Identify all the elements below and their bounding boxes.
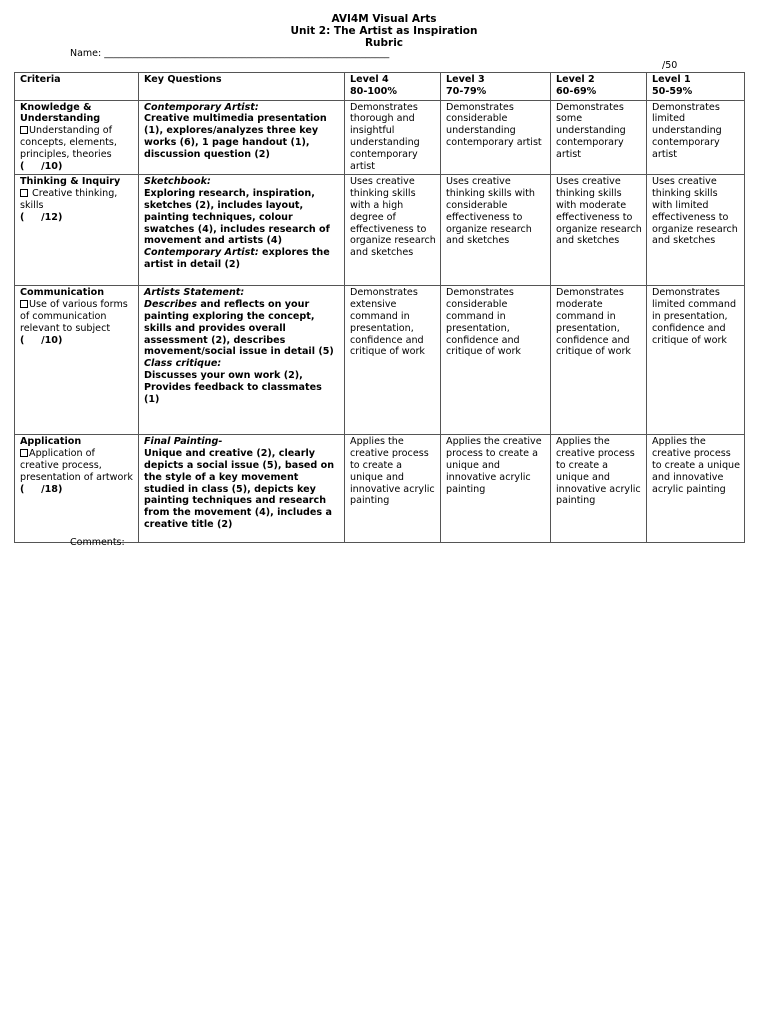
level-4-cell: Uses creative thinking skills with a high degree of effectiveness to organize research and sketches <box>345 175 441 286</box>
key-question-text: and reflects on your painting exploring the concept, skills and provides overall assessment (2), describes movement/social issue in detail (5) <box>144 299 334 358</box>
key-question-text: Creative multimedia presentation (1), explores/analyzes three key works (6), 1 page handout (1), discussion question (2) <box>144 113 327 160</box>
level-name: Level 2 <box>556 74 595 85</box>
level-4-cell: Demonstrates extensive command in presentation, confidence and critique of work <box>345 286 441 435</box>
key-question-heading: Final Painting- <box>144 436 223 448</box>
key-questions-header: Key Questions <box>139 73 345 101</box>
criteria-cell <box>15 435 139 543</box>
key-question-lead: Describes <box>144 299 197 311</box>
criteria-title: Application <box>20 436 82 448</box>
criteria-description: Understanding of concepts, elements, principles, theories <box>20 125 117 160</box>
key-question-subheading: Class critique: <box>144 358 222 370</box>
criteria-description: Use of various forms of communication relevant to subject <box>20 299 128 334</box>
key-question-subheading: Contemporary Artist: <box>144 247 259 259</box>
table-row <box>15 175 745 286</box>
level-2-cell: Demonstrates moderate command in presentation, confidence and critique of work <box>551 286 647 435</box>
criteria-mark: ( /10) <box>20 160 63 172</box>
comments-label: Comments: <box>70 537 125 548</box>
level-4-cell: Demonstrates thorough and insightful understanding contemporary artist <box>345 100 441 175</box>
criteria-title: Thinking & Inquiry <box>20 176 121 188</box>
level-4-header <box>345 73 441 101</box>
level-1-cell: Uses creative thinking skills with limited effectiveness to organize research and sketches <box>647 175 745 286</box>
criteria-mark: ( /12) <box>20 211 63 223</box>
criteria-cell <box>15 175 139 286</box>
unit-title: Unit 2: The Artist as Inspiration <box>290 25 478 37</box>
key-question-subtext: Discusses your own work (2), Provides feedback to classmates (1) <box>144 369 322 405</box>
key-question-heading: Contemporary Artist: <box>144 101 259 113</box>
table-row <box>15 286 745 435</box>
level-2-cell: Demonstrates some understanding contemporary artist <box>551 100 647 175</box>
level-3-cell: Applies the creative process to create a unique and innovative acrylic painting <box>441 435 551 543</box>
criteria-title: Knowledge & Understanding <box>20 101 101 125</box>
table-row <box>15 100 745 175</box>
criteria-cell <box>15 100 139 175</box>
key-question-subtext: explores the artist in detail (2) <box>144 247 330 270</box>
criteria-mark: ( /18) <box>20 483 63 495</box>
table-row <box>15 435 745 543</box>
level-4-cell: Applies the creative process to create a unique and innovative acrylic painting <box>345 435 441 543</box>
level-range: 70-79% <box>446 85 487 97</box>
level-range: 60-69% <box>556 85 597 97</box>
key-question-heading: Sketchbook: <box>144 176 211 188</box>
header-row <box>15 73 745 101</box>
criteria-description: Application of creative process, presentation of artwork <box>20 448 133 483</box>
criteria-title: Communication <box>20 287 105 299</box>
key-questions-cell <box>139 435 345 543</box>
level-3-cell: Uses creative thinking skills with considerable effectiveness to organize research and sketches <box>441 175 551 286</box>
course-title: AVI4M Visual Arts <box>331 13 437 25</box>
key-questions-cell <box>139 100 345 175</box>
criteria-mark: ( /10) <box>20 334 63 346</box>
key-question-text: Unique and creative (2), clearly depicts a social issue (5), based on the style of a key movement studied in class (5), depicts key painting techniques and research from the movement (4), includes a creative title (2) <box>144 448 335 530</box>
criteria-description: Creative thinking, skills <box>20 188 118 211</box>
level-2-cell: Applies the creative process to create a unique and innovative acrylic painting <box>551 435 647 543</box>
level-range: 80-100% <box>350 85 397 97</box>
checkbox[interactable] <box>20 449 28 457</box>
checkbox[interactable] <box>20 126 28 134</box>
level-3-cell: Demonstrates considerable understanding contemporary artist <box>441 100 551 175</box>
level-1-cell: Applies the creative process to create a unique and innovative acrylic painting <box>647 435 745 543</box>
key-question-heading: Artists Statement: <box>144 287 245 299</box>
criteria-header: Criteria <box>15 73 139 101</box>
level-2-cell: Uses creative thinking skills with moderate effectiveness to organize research and sketches <box>551 175 647 286</box>
key-question-text: Exploring research, inspiration, sketches (2), includes layout, painting techniques, colour swatches (4), includes research of movement and artists (4) <box>144 188 330 247</box>
level-3-header <box>441 73 551 101</box>
level-name: Level 1 <box>652 74 691 85</box>
total-mark: /50 <box>662 60 678 71</box>
name-field[interactable] <box>70 48 389 60</box>
key-questions-cell <box>139 175 345 286</box>
rubric-table <box>14 72 745 543</box>
level-1-cell: Demonstrates limited command in presentation, confidence and critique of work <box>647 286 745 435</box>
level-1-cell: Demonstrates limited understanding contemporary artist <box>647 100 745 175</box>
level-2-header <box>551 73 647 101</box>
name-label: Name: <box>70 48 102 59</box>
name-line[interactable]: ____________________________________________________________ <box>104 48 390 59</box>
level-3-cell: Demonstrates considerable command in presentation, confidence and critique of work <box>441 286 551 435</box>
document-type: Rubric <box>364 37 404 49</box>
level-name: Level 3 <box>446 74 485 85</box>
level-name: Level 4 <box>350 74 389 85</box>
key-questions-cell <box>139 286 345 435</box>
checkbox[interactable] <box>20 300 28 308</box>
criteria-cell <box>15 286 139 435</box>
checkbox[interactable] <box>20 189 28 197</box>
level-1-header <box>647 73 745 101</box>
level-range: 50-59% <box>652 85 693 97</box>
